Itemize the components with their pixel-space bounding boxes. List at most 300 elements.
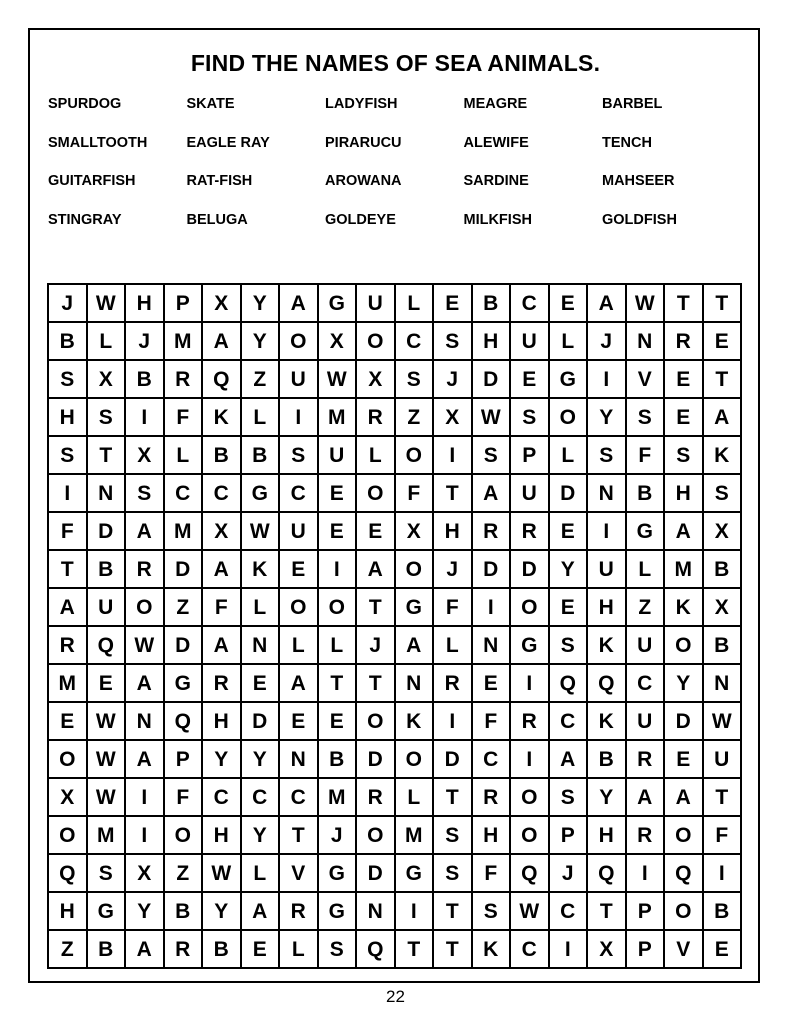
- grid-cell: O: [356, 816, 395, 854]
- grid-cell: I: [510, 740, 549, 778]
- grid-cell: T: [703, 284, 742, 322]
- grid-cell: P: [164, 740, 203, 778]
- grid-cell: H: [587, 816, 626, 854]
- grid-cell: J: [433, 550, 472, 588]
- grid-cell: R: [164, 930, 203, 968]
- grid-cell: C: [549, 892, 588, 930]
- grid-cell: G: [318, 284, 357, 322]
- grid-row: [48, 322, 741, 360]
- grid-cell: T: [433, 930, 472, 968]
- grid-row: [48, 740, 741, 778]
- grid-cell: C: [510, 930, 549, 968]
- grid-cell: Y: [241, 284, 280, 322]
- grid-cell: O: [664, 816, 703, 854]
- grid-cell: A: [626, 778, 665, 816]
- grid-cell: U: [87, 588, 126, 626]
- grid-cell: S: [472, 436, 511, 474]
- page-number: 22: [386, 987, 405, 1006]
- grid-cell: E: [318, 474, 357, 512]
- grid-cell: S: [433, 322, 472, 360]
- grid-cell: M: [318, 398, 357, 436]
- grid-cell: E: [318, 702, 357, 740]
- grid-cell: B: [703, 892, 742, 930]
- grid-cell: A: [279, 664, 318, 702]
- grid-cell: W: [87, 702, 126, 740]
- grid-cell: M: [48, 664, 87, 702]
- grid-cell: I: [279, 398, 318, 436]
- grid-cell: R: [356, 398, 395, 436]
- grid-cell: G: [549, 360, 588, 398]
- grid-cell: A: [279, 284, 318, 322]
- grid-cell: D: [356, 854, 395, 892]
- grid-cell: X: [125, 436, 164, 474]
- grid-cell: D: [664, 702, 703, 740]
- grid-cell: E: [433, 284, 472, 322]
- grid-cell: U: [356, 284, 395, 322]
- grid-cell: I: [125, 816, 164, 854]
- grid-cell: Z: [241, 360, 280, 398]
- grid-cell: V: [664, 930, 703, 968]
- grid-cell: Z: [395, 398, 434, 436]
- grid-cell: W: [626, 284, 665, 322]
- grid-cell: J: [356, 626, 395, 664]
- grid-cell: K: [472, 930, 511, 968]
- grid-cell: Q: [48, 854, 87, 892]
- grid-cell: L: [279, 930, 318, 968]
- grid-cell: B: [703, 550, 742, 588]
- grid-cell: H: [664, 474, 703, 512]
- grid-cell: H: [472, 322, 511, 360]
- grid-cell: O: [510, 816, 549, 854]
- grid-cell: I: [626, 854, 665, 892]
- grid-cell: L: [241, 588, 280, 626]
- word-list-item: LADYFISH: [325, 96, 398, 112]
- grid-cell: J: [433, 360, 472, 398]
- grid-cell: X: [587, 930, 626, 968]
- grid-cell: E: [510, 360, 549, 398]
- grid-cell: L: [395, 778, 434, 816]
- grid-cell: Q: [587, 854, 626, 892]
- grid-cell: G: [318, 892, 357, 930]
- grid-cell: M: [87, 816, 126, 854]
- grid-cell: S: [626, 398, 665, 436]
- grid-cell: E: [472, 664, 511, 702]
- word-list-item: SPURDOG: [48, 96, 122, 112]
- grid-cell: K: [241, 550, 280, 588]
- word-list-item: MAHSEER: [602, 173, 675, 190]
- grid-row: [48, 816, 741, 854]
- grid-cell: S: [549, 778, 588, 816]
- grid-cell: Y: [125, 892, 164, 930]
- grid-cell: M: [164, 512, 203, 550]
- grid-cell: T: [279, 816, 318, 854]
- grid-cell: T: [433, 474, 472, 512]
- grid-cell: B: [626, 474, 665, 512]
- grid-cell: I: [472, 588, 511, 626]
- grid-cell: O: [48, 816, 87, 854]
- grid-cell: G: [626, 512, 665, 550]
- grid-cell: S: [664, 436, 703, 474]
- grid-cell: S: [433, 854, 472, 892]
- grid-cell: B: [87, 550, 126, 588]
- grid-cell: A: [125, 664, 164, 702]
- grid-cell: J: [587, 322, 626, 360]
- grid-cell: F: [202, 588, 241, 626]
- grid-cell: G: [164, 664, 203, 702]
- grid-cell: C: [510, 284, 549, 322]
- grid-cell: P: [549, 816, 588, 854]
- grid-cell: W: [703, 702, 742, 740]
- grid-cell: O: [510, 778, 549, 816]
- word-list: [48, 92, 748, 247]
- grid-cell: T: [48, 550, 87, 588]
- grid-cell: B: [318, 740, 357, 778]
- grid-cell: N: [356, 892, 395, 930]
- grid-cell: Q: [664, 854, 703, 892]
- grid-cell: S: [587, 436, 626, 474]
- grid-cell: P: [626, 930, 665, 968]
- word-list-item: ALEWIFE: [463, 134, 529, 151]
- grid-cell: N: [241, 626, 280, 664]
- grid-row: [48, 474, 741, 512]
- grid-cell: U: [510, 322, 549, 360]
- grid-cell: C: [395, 322, 434, 360]
- grid-cell: D: [510, 550, 549, 588]
- grid-cell: S: [279, 436, 318, 474]
- grid-cell: S: [48, 436, 87, 474]
- grid-cell: A: [202, 626, 241, 664]
- grid-cell: W: [87, 284, 126, 322]
- grid-cell: R: [125, 550, 164, 588]
- grid-cell: S: [433, 816, 472, 854]
- grid-row: [48, 512, 741, 550]
- grid-cell: C: [202, 778, 241, 816]
- grid-cell: N: [472, 626, 511, 664]
- grid-cell: R: [433, 664, 472, 702]
- grid-cell: I: [395, 892, 434, 930]
- grid-row: [48, 702, 741, 740]
- grid-cell: S: [318, 930, 357, 968]
- grid-cell: F: [433, 588, 472, 626]
- grid-cell: C: [472, 740, 511, 778]
- grid-cell: B: [703, 626, 742, 664]
- grid-cell: E: [664, 740, 703, 778]
- grid-cell: K: [587, 626, 626, 664]
- grid-cell: W: [202, 854, 241, 892]
- grid-cell: W: [472, 398, 511, 436]
- grid-cell: A: [356, 550, 395, 588]
- grid-cell: R: [164, 360, 203, 398]
- word-list-item: SKATE: [186, 96, 235, 112]
- grid-cell: F: [164, 398, 203, 436]
- grid-cell: D: [87, 512, 126, 550]
- grid-cell: L: [356, 436, 395, 474]
- grid-cell: A: [664, 778, 703, 816]
- grid-cell: C: [164, 474, 203, 512]
- grid-cell: A: [202, 322, 241, 360]
- word-list-item: BARBEL: [602, 96, 663, 112]
- grid-cell: B: [241, 436, 280, 474]
- grid-cell: M: [395, 816, 434, 854]
- grid-cell: O: [549, 398, 588, 436]
- grid-cell: D: [472, 550, 511, 588]
- grid-cell: R: [356, 778, 395, 816]
- grid-cell: S: [703, 474, 742, 512]
- word-list-item: STINGRAY: [48, 212, 122, 229]
- grid-cell: S: [87, 398, 126, 436]
- grid-cell: O: [510, 588, 549, 626]
- grid-cell: D: [433, 740, 472, 778]
- grid-cell: O: [356, 322, 395, 360]
- grid-cell: U: [587, 550, 626, 588]
- grid-row: [48, 360, 741, 398]
- grid-cell: G: [318, 854, 357, 892]
- grid-cell: H: [125, 284, 164, 322]
- grid-cell: G: [241, 474, 280, 512]
- puzzle-title: FIND THE NAMES OF SEA ANIMALS.: [190, 50, 601, 76]
- word-list-item: EAGLE RAY: [186, 134, 270, 151]
- grid-cell: E: [48, 702, 87, 740]
- word-list-item: SMALLTOOTH: [48, 134, 148, 151]
- grid-cell: W: [87, 778, 126, 816]
- grid-cell: I: [433, 436, 472, 474]
- grid-cell: K: [395, 702, 434, 740]
- grid-cell: Q: [587, 664, 626, 702]
- grid-cell: H: [472, 816, 511, 854]
- grid-cell: O: [279, 322, 318, 360]
- grid-cell: E: [241, 664, 280, 702]
- grid-cell: L: [241, 854, 280, 892]
- grid-cell: G: [395, 588, 434, 626]
- grid-cell: I: [433, 702, 472, 740]
- grid-cell: T: [433, 778, 472, 816]
- grid-cell: C: [549, 702, 588, 740]
- grid-cell: X: [703, 588, 742, 626]
- grid-cell: J: [48, 284, 87, 322]
- grid-cell: O: [125, 588, 164, 626]
- word-list-item: MILKFISH: [463, 212, 532, 229]
- grid-cell: E: [549, 588, 588, 626]
- grid-cell: B: [202, 930, 241, 968]
- grid-cell: Y: [241, 322, 280, 360]
- grid-cell: A: [664, 512, 703, 550]
- grid-cell: T: [356, 588, 395, 626]
- grid-cell: I: [703, 854, 742, 892]
- grid-row: [48, 854, 741, 892]
- grid-cell: A: [125, 512, 164, 550]
- grid-cell: Y: [202, 740, 241, 778]
- grid-row: [48, 664, 741, 702]
- grid-cell: N: [626, 322, 665, 360]
- grid-cell: H: [433, 512, 472, 550]
- grid-cell: B: [164, 892, 203, 930]
- grid-cell: N: [125, 702, 164, 740]
- grid-cell: D: [241, 702, 280, 740]
- grid-cell: N: [279, 740, 318, 778]
- grid-cell: B: [472, 284, 511, 322]
- grid-cell: R: [664, 322, 703, 360]
- grid-cell: F: [626, 436, 665, 474]
- grid-cell: K: [664, 588, 703, 626]
- grid-cell: I: [125, 778, 164, 816]
- grid-cell: T: [395, 930, 434, 968]
- grid-cell: Y: [202, 892, 241, 930]
- grid-row: [48, 284, 741, 322]
- grid-cell: X: [433, 398, 472, 436]
- letter-grid: [47, 283, 742, 969]
- grid-cell: A: [202, 550, 241, 588]
- grid-cell: E: [703, 930, 742, 968]
- grid-cell: U: [510, 474, 549, 512]
- grid-cell: V: [626, 360, 665, 398]
- grid-cell: A: [472, 474, 511, 512]
- grid-cell: U: [626, 626, 665, 664]
- grid-row: [48, 398, 741, 436]
- grid-cell: Q: [87, 626, 126, 664]
- grid-cell: A: [125, 930, 164, 968]
- grid-row: [48, 778, 741, 816]
- grid-cell: X: [395, 512, 434, 550]
- grid-cell: T: [356, 664, 395, 702]
- grid-cell: A: [395, 626, 434, 664]
- grid-cell: X: [202, 284, 241, 322]
- grid-cell: N: [395, 664, 434, 702]
- grid-row: [48, 892, 741, 930]
- grid-cell: F: [703, 816, 742, 854]
- grid-cell: I: [510, 664, 549, 702]
- grid-cell: I: [549, 930, 588, 968]
- grid-cell: D: [549, 474, 588, 512]
- grid-cell: L: [279, 626, 318, 664]
- grid-cell: P: [164, 284, 203, 322]
- grid-cell: V: [279, 854, 318, 892]
- grid-cell: D: [164, 626, 203, 664]
- grid-cell: E: [664, 398, 703, 436]
- grid-cell: L: [395, 284, 434, 322]
- grid-cell: Q: [164, 702, 203, 740]
- grid-row: [48, 588, 741, 626]
- grid-cell: N: [587, 474, 626, 512]
- grid-cell: C: [279, 778, 318, 816]
- grid-cell: R: [510, 702, 549, 740]
- grid-cell: P: [626, 892, 665, 930]
- grid-cell: A: [125, 740, 164, 778]
- grid-cell: O: [395, 436, 434, 474]
- grid-cell: L: [433, 626, 472, 664]
- grid-cell: F: [472, 854, 511, 892]
- word-list-item: BELUGA: [186, 212, 248, 229]
- grid-cell: D: [164, 550, 203, 588]
- grid-cell: E: [356, 512, 395, 550]
- word-list-item: PIRARUCU: [325, 134, 402, 151]
- grid-row: [48, 436, 741, 474]
- grid-cell: E: [279, 702, 318, 740]
- grid-cell: X: [202, 512, 241, 550]
- grid-cell: R: [510, 512, 549, 550]
- grid-cell: F: [395, 474, 434, 512]
- grid-cell: R: [626, 816, 665, 854]
- grid-cell: S: [48, 360, 87, 398]
- grid-cell: H: [587, 588, 626, 626]
- grid-cell: I: [125, 398, 164, 436]
- grid-cell: C: [202, 474, 241, 512]
- grid-cell: E: [549, 284, 588, 322]
- grid-cell: W: [318, 360, 357, 398]
- grid-cell: C: [626, 664, 665, 702]
- grid-cell: I: [48, 474, 87, 512]
- grid-cell: U: [318, 436, 357, 474]
- grid-cell: R: [279, 892, 318, 930]
- grid-cell: K: [202, 398, 241, 436]
- word-list-item: AROWANA: [325, 173, 402, 190]
- grid-cell: H: [202, 816, 241, 854]
- grid-cell: S: [87, 854, 126, 892]
- grid-cell: M: [318, 778, 357, 816]
- grid-cell: K: [587, 702, 626, 740]
- grid-cell: O: [164, 816, 203, 854]
- grid-cell: H: [48, 892, 87, 930]
- grid-cell: S: [510, 398, 549, 436]
- grid-cell: M: [164, 322, 203, 360]
- grid-cell: O: [48, 740, 87, 778]
- word-list-item: SARDINE: [463, 173, 529, 190]
- grid-cell: B: [48, 322, 87, 360]
- grid-cell: J: [125, 322, 164, 360]
- grid-cell: O: [395, 550, 434, 588]
- grid-cell: U: [279, 360, 318, 398]
- grid-cell: B: [202, 436, 241, 474]
- grid-cell: I: [318, 550, 357, 588]
- grid-cell: T: [703, 360, 742, 398]
- grid-cell: U: [279, 512, 318, 550]
- grid-cell: Z: [164, 854, 203, 892]
- grid-row: [48, 550, 741, 588]
- grid-cell: Y: [549, 550, 588, 588]
- grid-cell: H: [48, 398, 87, 436]
- grid-cell: S: [125, 474, 164, 512]
- grid-cell: O: [664, 626, 703, 664]
- grid-cell: C: [279, 474, 318, 512]
- grid-cell: O: [395, 740, 434, 778]
- grid-cell: M: [664, 550, 703, 588]
- grid-cell: Z: [48, 930, 87, 968]
- grid-cell: B: [587, 740, 626, 778]
- grid-cell: G: [510, 626, 549, 664]
- word-list-item: GOLDEYE: [325, 212, 396, 229]
- grid-cell: T: [318, 664, 357, 702]
- grid-cell: E: [549, 512, 588, 550]
- grid-cell: Y: [664, 664, 703, 702]
- grid-cell: Y: [241, 740, 280, 778]
- grid-cell: K: [703, 436, 742, 474]
- grid-cell: T: [664, 284, 703, 322]
- grid-cell: T: [587, 892, 626, 930]
- word-list-item: GUITARFISH: [48, 173, 136, 190]
- grid-cell: L: [549, 322, 588, 360]
- grid-cell: Y: [587, 778, 626, 816]
- grid-cell: Z: [164, 588, 203, 626]
- grid-cell: Y: [241, 816, 280, 854]
- grid-cell: O: [356, 702, 395, 740]
- grid-cell: O: [356, 474, 395, 512]
- grid-cell: A: [703, 398, 742, 436]
- word-list-item: TENCH: [602, 134, 652, 151]
- grid-cell: X: [318, 322, 357, 360]
- grid-cell: W: [510, 892, 549, 930]
- grid-cell: A: [241, 892, 280, 930]
- grid-cell: A: [48, 588, 87, 626]
- grid-cell: S: [395, 360, 434, 398]
